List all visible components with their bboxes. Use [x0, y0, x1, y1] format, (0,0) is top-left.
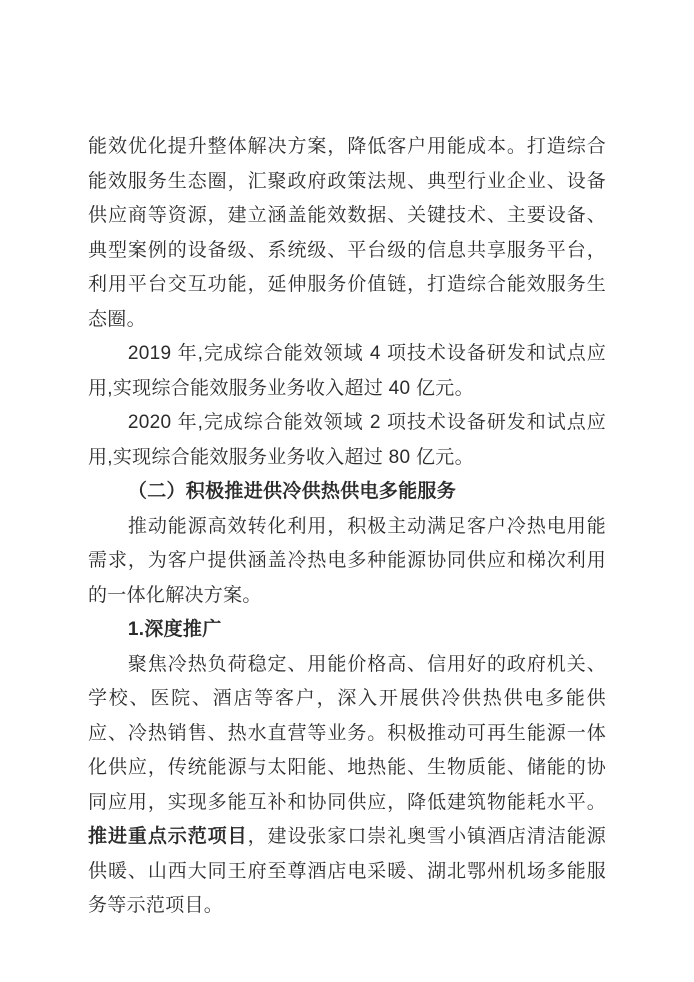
- text-run: （二）积极推进供冷供热供电多能服务: [127, 481, 456, 502]
- paragraph: [88, 406, 606, 475]
- section-heading: [88, 613, 606, 648]
- paragraph: [88, 648, 606, 924]
- text-run: 推进重点示范项目: [88, 826, 248, 847]
- document-body: [88, 130, 606, 924]
- text-run: 2020 年,完成综合能效领域 2 项技术设备研发和试点应用,实现综合能效服务业务收入超过 80 亿元。: [88, 412, 606, 468]
- section-heading: [88, 475, 606, 510]
- paragraph: [88, 510, 606, 614]
- text-run: ，建设张家口崇礼奥雪小镇酒店清洁能源供暖、山西大同王府至尊酒店电采暖、湖北鄂州机场多能服务等示范项目。: [88, 826, 607, 916]
- text-run: 聚焦冷热负荷稳定、用能价格高、信用好的政府机关、学校、医院、酒店等客户，深入开展供冷供热供电多能供应、冷热销售、热水直营等业务。积极推动可再生能源一体化供应，传统能源与太阳能、地热能、生物质能、储能的协同应用，实现多能互补和协同供应，降低建筑物能耗水平。: [88, 653, 606, 813]
- paragraph: [88, 337, 606, 406]
- paragraph: [88, 130, 606, 337]
- text-run: 能效优化提升整体解决方案，降低客户用能成本。打造综合能效服务生态圈，汇聚政府政策法规、典型行业企业、设备供应商等资源，建立涵盖能效数据、关键技术、主要设备、典型案例的设备级、系统级、平台级的信息共享服务平台，利用平台交互功能，延伸服务价值链，打造综合能效服务生态圈。: [88, 136, 606, 330]
- text-run: 推动能源高效转化利用，积极主动满足客户冷热电用能需求，为客户提供涵盖冷热电多种能源协同供应和梯次利用的一体化解决方案。: [88, 515, 606, 606]
- text-run: 2019 年,完成综合能效领域 4 项技术设备研发和试点应用,实现综合能效服务业务收入超过 40 亿元。: [88, 343, 606, 399]
- text-run: 1.深度推广: [127, 619, 222, 640]
